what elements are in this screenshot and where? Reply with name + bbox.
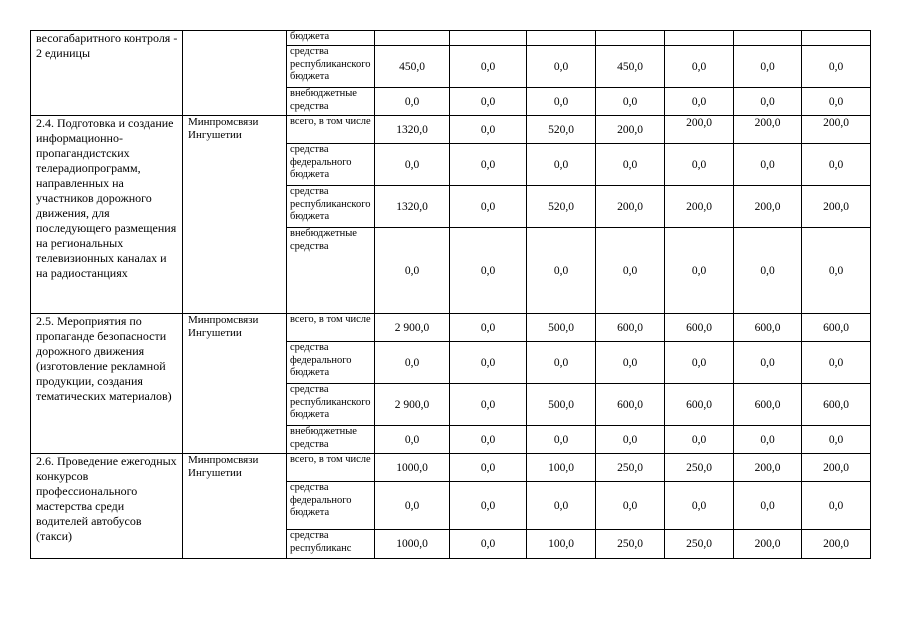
amount-cell: 200,0 bbox=[802, 116, 871, 144]
funding-source: средства федерального бюджета bbox=[287, 342, 375, 384]
amount-cell: 100,0 bbox=[527, 454, 596, 482]
amount-cell: 0,0 bbox=[665, 46, 734, 88]
amount-cell: 0,0 bbox=[734, 482, 802, 530]
amount-cell: 250,0 bbox=[596, 454, 665, 482]
amount-cell: 0,0 bbox=[665, 482, 734, 530]
amount-cell: 200,0 bbox=[734, 116, 802, 144]
amount-cell: 1320,0 bbox=[375, 186, 450, 228]
amount-cell: 0,0 bbox=[527, 482, 596, 530]
amount-cell: 200,0 bbox=[596, 186, 665, 228]
amount-cell: 0,0 bbox=[527, 144, 596, 186]
amount-cell: 600,0 bbox=[802, 384, 871, 426]
amount-cell: 0,0 bbox=[665, 342, 734, 384]
amount-cell: 600,0 bbox=[596, 314, 665, 342]
amount-cell: 0,0 bbox=[375, 144, 450, 186]
executor bbox=[183, 31, 287, 116]
amount-cell: 0,0 bbox=[375, 342, 450, 384]
amount-cell: 0,0 bbox=[375, 482, 450, 530]
amount-cell: 200,0 bbox=[802, 186, 871, 228]
amount-cell: 0,0 bbox=[802, 46, 871, 88]
amount-cell: 0,0 bbox=[802, 228, 871, 314]
amount-cell: 0,0 bbox=[734, 342, 802, 384]
amount-cell: 0,0 bbox=[596, 342, 665, 384]
amount-cell bbox=[734, 31, 802, 46]
amount-cell: 0,0 bbox=[527, 228, 596, 314]
amount-cell: 0,0 bbox=[450, 314, 527, 342]
funding-source: всего, в том числе bbox=[287, 116, 375, 144]
amount-cell: 0,0 bbox=[734, 228, 802, 314]
amount-cell: 0,0 bbox=[734, 88, 802, 116]
amount-cell: 200,0 bbox=[802, 530, 871, 559]
amount-cell: 450,0 bbox=[375, 46, 450, 88]
amount-cell: 0,0 bbox=[802, 144, 871, 186]
amount-cell: 600,0 bbox=[802, 314, 871, 342]
amount-cell bbox=[596, 31, 665, 46]
amount-cell: 0,0 bbox=[596, 426, 665, 454]
activity-name: 2.4. Подготовка и создание информационно-пропагандистских телерадиопрограмм, направленных на участников дорожного движения, для последующего размещения на региональных телевизионных каналах и на радиостанциях bbox=[31, 116, 183, 314]
amount-cell: 250,0 bbox=[665, 454, 734, 482]
amount-cell: 1000,0 bbox=[375, 530, 450, 559]
funding-source: средства республиканского бюджета bbox=[287, 186, 375, 228]
amount-cell: 0,0 bbox=[527, 88, 596, 116]
amount-cell: 0,0 bbox=[596, 228, 665, 314]
funding-source: внебюджетные средства bbox=[287, 426, 375, 454]
amount-cell: 0,0 bbox=[734, 426, 802, 454]
executor: Минпромсвязи Ингушетии bbox=[183, 116, 287, 314]
amount-cell: 0,0 bbox=[665, 88, 734, 116]
amount-cell: 200,0 bbox=[734, 530, 802, 559]
amount-cell: 500,0 bbox=[527, 314, 596, 342]
amount-cell bbox=[375, 31, 450, 46]
executor: Минпромсвязи Ингушетии bbox=[183, 454, 287, 559]
amount-cell bbox=[527, 31, 596, 46]
amount-cell: 0,0 bbox=[450, 88, 527, 116]
amount-cell: 0,0 bbox=[450, 228, 527, 314]
amount-cell: 0,0 bbox=[665, 426, 734, 454]
amount-cell: 0,0 bbox=[450, 186, 527, 228]
amount-cell: 0,0 bbox=[596, 482, 665, 530]
funding-source: средства федерального бюджета bbox=[287, 482, 375, 530]
amount-cell: 0,0 bbox=[596, 144, 665, 186]
amount-cell bbox=[450, 31, 527, 46]
table-row bbox=[31, 314, 871, 342]
amount-cell: 0,0 bbox=[802, 426, 871, 454]
amount-cell bbox=[802, 31, 871, 46]
amount-cell: 600,0 bbox=[665, 314, 734, 342]
amount-cell: 0,0 bbox=[802, 88, 871, 116]
funding-source: внебюджетные средства bbox=[287, 228, 375, 314]
amount-cell: 0,0 bbox=[734, 46, 802, 88]
amount-cell: 250,0 bbox=[596, 530, 665, 559]
amount-cell: 2 900,0 bbox=[375, 314, 450, 342]
amount-cell: 250,0 bbox=[665, 530, 734, 559]
amount-cell: 0,0 bbox=[527, 342, 596, 384]
amount-cell: 0,0 bbox=[450, 46, 527, 88]
activity-name: 2.6. Проведение ежегодных конкурсов профессионального мастерства среди водителей автобусов (такси) bbox=[31, 454, 183, 559]
amount-cell: 0,0 bbox=[375, 88, 450, 116]
table-row bbox=[31, 454, 871, 482]
amount-cell: 0,0 bbox=[450, 426, 527, 454]
amount-cell: 0,0 bbox=[450, 454, 527, 482]
amount-cell: 0,0 bbox=[450, 144, 527, 186]
funding-source: средства федерального бюджета bbox=[287, 144, 375, 186]
funding-source: средства республиканского бюджета bbox=[287, 46, 375, 88]
amount-cell: 0,0 bbox=[375, 426, 450, 454]
amount-cell: 0,0 bbox=[665, 144, 734, 186]
amount-cell: 0,0 bbox=[450, 530, 527, 559]
budget-table bbox=[30, 30, 871, 559]
activity-name: 2.5. Мероприятия по пропаганде безопасности дорожного движения (изготовление рекламной продукции, создания тематических материалов) bbox=[31, 314, 183, 454]
amount-cell: 1320,0 bbox=[375, 116, 450, 144]
amount-cell: 200,0 bbox=[734, 454, 802, 482]
amount-cell: 200,0 bbox=[802, 454, 871, 482]
amount-cell: 0,0 bbox=[450, 384, 527, 426]
amount-cell: 0,0 bbox=[596, 88, 665, 116]
funding-source: внебюджетные средства bbox=[287, 88, 375, 116]
amount-cell: 0,0 bbox=[527, 426, 596, 454]
amount-cell: 520,0 bbox=[527, 116, 596, 144]
amount-cell: 600,0 bbox=[734, 314, 802, 342]
amount-cell: 0,0 bbox=[802, 342, 871, 384]
amount-cell: 100,0 bbox=[527, 530, 596, 559]
amount-cell: 500,0 bbox=[527, 384, 596, 426]
amount-cell: 600,0 bbox=[734, 384, 802, 426]
funding-source: бюджета bbox=[287, 31, 375, 46]
funding-source: средства республиканского бюджета bbox=[287, 384, 375, 426]
amount-cell: 600,0 bbox=[596, 384, 665, 426]
amount-cell: 0,0 bbox=[450, 116, 527, 144]
activity-name: весогабаритного контроля - 2 единицы bbox=[31, 31, 183, 116]
amount-cell: 0,0 bbox=[665, 228, 734, 314]
amount-cell: 200,0 bbox=[596, 116, 665, 144]
amount-cell: 0,0 bbox=[450, 342, 527, 384]
amount-cell: 200,0 bbox=[665, 116, 734, 144]
amount-cell: 0,0 bbox=[802, 482, 871, 530]
amount-cell: 600,0 bbox=[665, 384, 734, 426]
amount-cell: 1000,0 bbox=[375, 454, 450, 482]
amount-cell: 520,0 bbox=[527, 186, 596, 228]
amount-cell: 200,0 bbox=[665, 186, 734, 228]
amount-cell: 0,0 bbox=[450, 482, 527, 530]
amount-cell: 200,0 bbox=[734, 186, 802, 228]
funding-source: средства республиканс bbox=[287, 530, 375, 559]
amount-cell bbox=[665, 31, 734, 46]
amount-cell: 2 900,0 bbox=[375, 384, 450, 426]
amount-cell: 450,0 bbox=[596, 46, 665, 88]
table-row bbox=[31, 31, 871, 46]
funding-source: всего, в том числе bbox=[287, 314, 375, 342]
table-row bbox=[31, 116, 871, 144]
funding-source: всего, в том числе bbox=[287, 454, 375, 482]
amount-cell: 0,0 bbox=[527, 46, 596, 88]
executor: Минпромсвязи Ингушетии bbox=[183, 314, 287, 454]
amount-cell: 0,0 bbox=[375, 228, 450, 314]
amount-cell: 0,0 bbox=[734, 144, 802, 186]
